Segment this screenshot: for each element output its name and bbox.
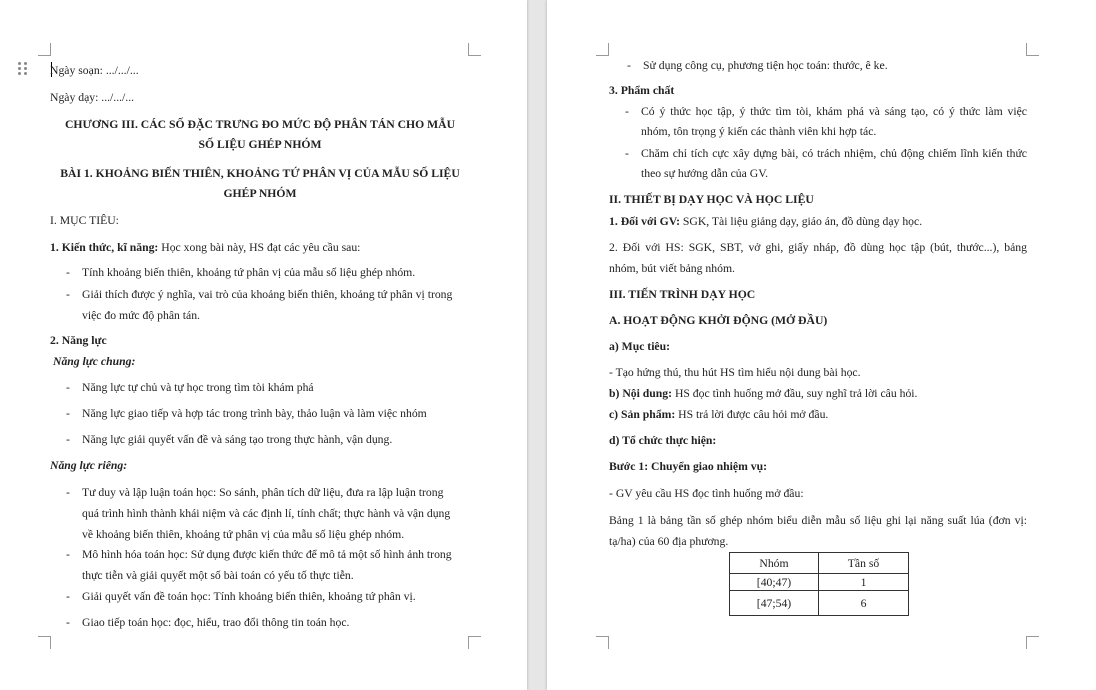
document-page-right xyxy=(547,0,1096,690)
section-qualities[interactable]: 3. Phẩm chất xyxy=(609,84,675,97)
section-equipment[interactable]: II. THIẾT BỊ DẠY HỌC VÀ HỌC LIỆU xyxy=(609,193,814,206)
drag-handle-icon[interactable] xyxy=(18,62,28,76)
teacher-request[interactable]: - GV yêu cầu HS đọc tình huống mở đầu: xyxy=(609,487,804,500)
chapter-title-line1[interactable]: CHƯƠNG III. CÁC SỐ ĐẶC TRƯNG ĐO MỨC ĐỘ PHÂN TÁN CHO MẪU xyxy=(64,118,456,131)
crop-mark xyxy=(1026,636,1039,649)
table-row xyxy=(730,574,909,591)
bullet-item[interactable]: - Tư duy và lập luận toán học: So sánh, phân tích dữ liệu, đưa ra lập luận trong xyxy=(82,485,443,500)
bullet-item[interactable]: - Năng lực tự chủ và tự học trong tìm tòi khám phá xyxy=(82,380,314,395)
bullet-item[interactable]: - Sử dụng công cụ, phương tiện học toán: thước, ê ke. xyxy=(643,58,888,73)
knowledge-label: 1. Kiến thức, kĩ năng: xyxy=(50,241,159,254)
section-objectives[interactable]: I. MỤC TIÊU: xyxy=(50,214,119,227)
activity-heading[interactable]: A. HOẠT ĐỘNG KHỞI ĐỘNG (MỞ ĐẦU) xyxy=(609,314,828,327)
table-cell[interactable]: 1 xyxy=(819,574,909,591)
crop-mark xyxy=(38,636,51,649)
table-header-cell[interactable]: Tần số xyxy=(819,553,909,574)
lesson-title-line1[interactable]: BÀI 1. KHOẢNG BIẾN THIÊN, KHOẢNG TỨ PHÂN VỊ CỦA MẪU SỐ LIỆU xyxy=(60,167,460,180)
organization-label[interactable]: d) Tổ chức thực hiện: xyxy=(609,434,717,447)
bullet-item[interactable]: - Năng lực giao tiếp và hợp tác trong trình bày, thảo luận và làm việc nhóm xyxy=(82,406,427,421)
bullet-item-continuation[interactable]: thực tiễn và giải quyết một số bài toán có yếu tố thực tiễn. xyxy=(82,569,354,582)
bullet-item-continuation[interactable]: theo sự hướng dẫn của GV. xyxy=(641,167,769,180)
product-paragraph[interactable] xyxy=(609,407,828,422)
section-competence[interactable]: 2. Năng lực xyxy=(50,334,107,347)
product-label: c) Sản phẩm: xyxy=(609,408,676,421)
student-materials-line1[interactable]: 2. Đối với HS: SGK, SBT, vở ghi, giấy nháp, đồ dùng học tập (bút, thước...), bảng xyxy=(609,241,1027,254)
teach-date[interactable]: Ngày dạy: .../.../... xyxy=(50,91,135,104)
bullet-item-continuation[interactable]: việc đo mức độ phân tán. xyxy=(82,309,200,322)
crop-mark xyxy=(596,43,609,56)
bullet-item-continuation[interactable]: quá trình hình thành khái niệm và các định lí, tính chất; thực hành và vận dụng xyxy=(82,507,451,520)
bullet-item[interactable]: - Tính khoảng biến thiên, khoảng tứ phân vị của mẫu số liệu ghép nhóm. xyxy=(82,265,415,280)
content-text: HS đọc tình huống mở đầu, suy nghĩ trả lời câu hỏi. xyxy=(672,387,918,400)
section-process[interactable]: III. TIẾN TRÌNH DẠY HỌC xyxy=(609,288,756,301)
product-text: HS trả lời được câu hỏi mở đầu. xyxy=(675,408,829,421)
step1-heading[interactable]: Bước 1: Chuyển giao nhiệm vụ: xyxy=(609,460,767,473)
knowledge-paragraph[interactable] xyxy=(50,240,360,255)
content-paragraph[interactable] xyxy=(609,386,917,401)
goal-label[interactable]: a) Mục tiêu: xyxy=(609,340,671,353)
crop-mark xyxy=(38,43,51,56)
teacher-materials-text: SGK, Tài liệu giảng dạy, giáo án, đồ dùng dạy học. xyxy=(679,215,923,228)
content-label: b) Nội dung: xyxy=(609,387,673,400)
bullet-item[interactable]: - Năng lực giải quyết vấn đề và sáng tạo trong thực hành, vận dụng. xyxy=(82,432,392,447)
knowledge-text: Học xong bài này, HS đạt các yêu cầu sau: xyxy=(158,241,361,254)
table-row xyxy=(730,591,909,616)
prep-date[interactable]: Ngày soạn: .../.../... xyxy=(50,64,139,77)
teacher-materials[interactable] xyxy=(609,214,922,229)
table-cell[interactable]: [40;47) xyxy=(730,574,819,591)
bullet-item[interactable]: - Có ý thức học tập, ý thức tìm tòi, khám phá và sáng tạo, có ý thức làm việc xyxy=(641,104,1027,119)
table-caption-line1[interactable]: Bảng 1 là bảng tần số ghép nhóm biểu diễn mẫu số liệu ghi lại năng suất lúa (đơn vị: xyxy=(609,514,1027,527)
bullet-item[interactable]: - Giải thích được ý nghĩa, vai trò của khoảng biến thiên, khoảng tứ phân vị trong xyxy=(82,287,452,302)
document-page-left xyxy=(0,0,527,690)
crop-mark xyxy=(1026,43,1039,56)
teacher-materials-label: 1. Đối với GV: xyxy=(609,215,680,228)
table-header-row xyxy=(730,553,909,574)
bullet-item-continuation[interactable]: về khoảng biến thiên, khoảng tứ phân vị của mẫu số liệu ghép nhóm. xyxy=(82,528,405,541)
table-header-cell[interactable]: Nhóm xyxy=(730,553,819,574)
bullet-item[interactable]: - Giao tiếp toán học: đọc, hiểu, trao đổi thông tin toán học. xyxy=(82,615,349,630)
student-materials-line2[interactable]: nhóm, bút viết bảng nhóm. xyxy=(609,262,735,275)
crop-mark xyxy=(468,43,481,56)
frequency-table[interactable] xyxy=(729,552,909,616)
lesson-title-line2[interactable]: GHÉP NHÓM xyxy=(223,187,297,200)
goal-text[interactable]: - Tạo hứng thú, thu hút HS tìm hiểu nội dung bài học. xyxy=(609,366,861,379)
bullet-item[interactable]: - Chăm chỉ tích cực xây dựng bài, có trách nhiệm, chủ động chiếm lĩnh kiến thức xyxy=(641,146,1027,161)
general-competence-heading[interactable]: Năng lực chung: xyxy=(53,355,136,368)
bullet-item-continuation[interactable]: nhóm, tôn trọng ý kiến các thành viên khi hợp tác. xyxy=(641,125,877,138)
table-cell[interactable]: 6 xyxy=(819,591,909,616)
bullet-item[interactable]: - Giải quyết vấn đề toán học: Tính khoảng biến thiên, khoảng tứ phân vị. xyxy=(82,589,416,604)
table-caption-line2[interactable]: tạ/ha) của 60 địa phương. xyxy=(609,535,729,548)
bullet-item[interactable]: - Mô hình hóa toán học: Sử dụng được kiến thức để mô tả một số hình ảnh trong xyxy=(82,547,452,562)
crop-mark xyxy=(468,636,481,649)
chapter-title-line2[interactable]: SỐ LIỆU GHÉP NHÓM xyxy=(198,138,322,151)
table-cell[interactable]: [47;54) xyxy=(730,591,819,616)
specific-competence-heading[interactable]: Năng lực riêng: xyxy=(50,459,128,472)
crop-mark xyxy=(596,636,609,649)
